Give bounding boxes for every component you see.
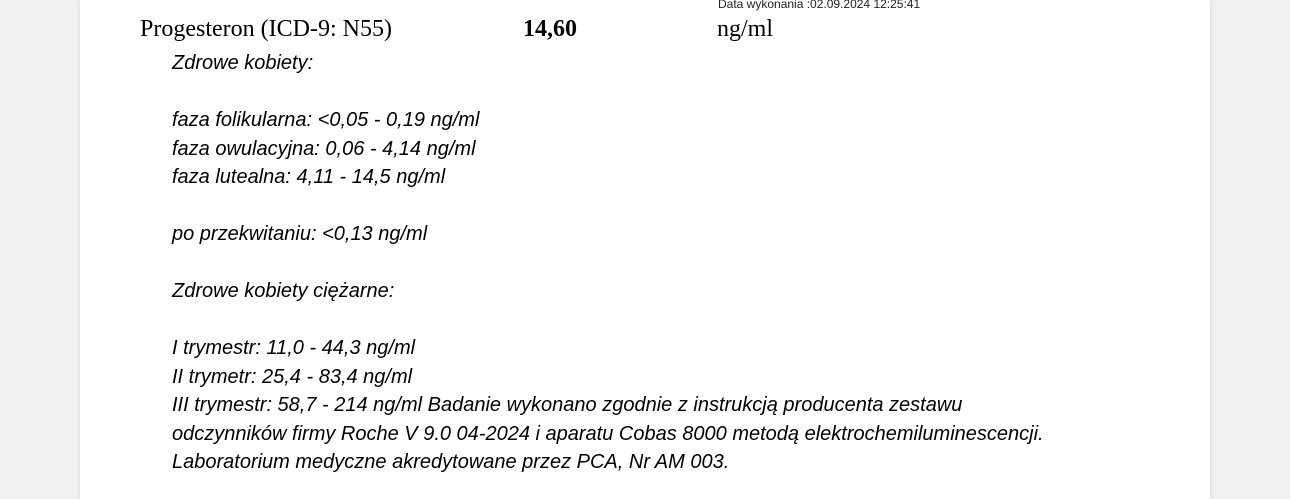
norm-line: Zdrowe kobiety ciężarne: <box>172 280 395 302</box>
reference-ranges <box>172 49 1192 477</box>
test-name: Progesteron (ICD-9: N55) <box>140 16 392 42</box>
norm-line: odczynników firmy Roche V 9.0 04-2024 i aparatu Cobas 8000 metodą elektrochemiluminescencji. <box>172 422 1044 445</box>
norm-line: faza folikularna: <0,05 - 0,19 ng/ml <box>172 109 480 131</box>
norm-line: Laboratorium medyczne akredytowane przez PCA, Nr AM 003. <box>172 451 730 473</box>
norm-line: III trymestr: 58,7 - 214 ng/ml Badanie wykonano zgodnie z instrukcją producenta zestawu <box>172 394 963 416</box>
execution-date: Data wykonania :02.09.2024 12:25:41 <box>718 0 921 11</box>
norm-line <box>172 306 1192 335</box>
norm-line: I trymestr: 11,0 - 44,3 ng/ml <box>172 337 416 359</box>
norm-line <box>172 192 1192 221</box>
norm-line: po przekwitaniu: <0,13 ng/ml <box>172 223 428 245</box>
test-unit: ng/ml <box>717 16 774 42</box>
document-page <box>80 0 1210 499</box>
norm-line: II trymetr: 25,4 - 83,4 ng/ml <box>172 365 413 388</box>
norm-line: faza lutealna: 4,11 - 14,5 ng/ml <box>172 166 446 188</box>
norm-line: Zdrowe kobiety: <box>172 52 314 74</box>
norm-line <box>172 249 1192 278</box>
norm-line: faza owulacyjna: 0,06 - 4,14 ng/ml <box>172 137 476 160</box>
norm-line <box>172 78 1192 107</box>
test-value: 14,60 <box>523 16 577 42</box>
